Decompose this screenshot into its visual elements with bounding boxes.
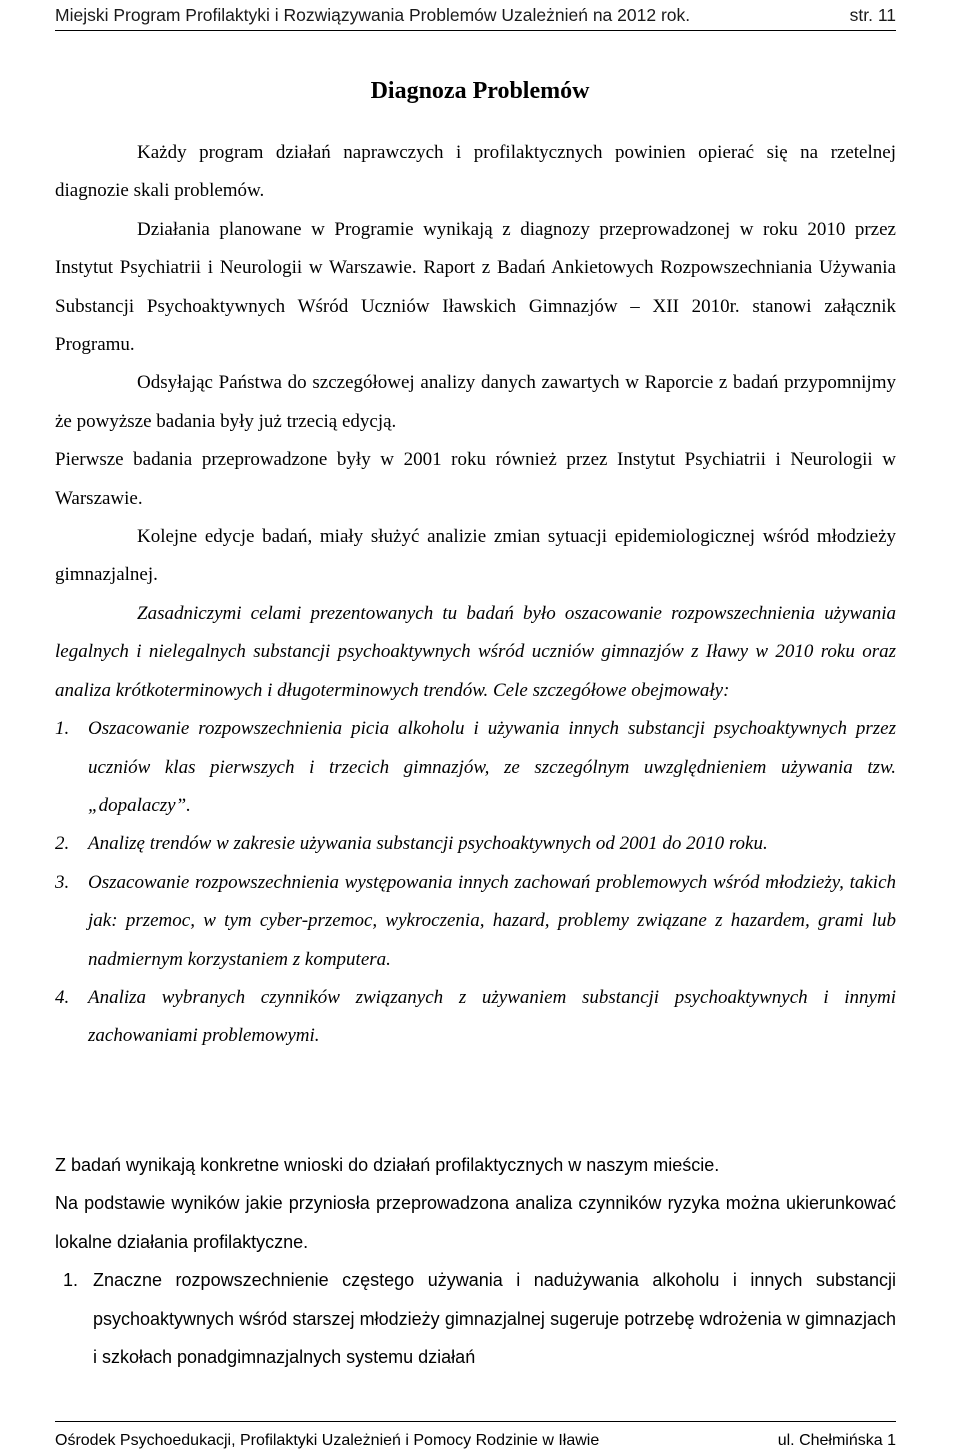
section-title: Diagnoza Problemów	[370, 78, 590, 104]
goals-list	[55, 710, 896, 1056]
page-header	[55, 2, 896, 31]
list-item: 4. Analiza wybranych czynników związanych z używaniem substancji psychoaktywnych i innymi zachowaniami problemowymi.	[55, 986, 896, 1047]
conclusions-text	[55, 1146, 896, 1376]
paragraph: Z badań wynikają konkretne wnioski do działań profilaktycznych w naszym mieście.	[55, 1155, 720, 1175]
list-item: 1. Znaczne rozpowszechnienie częstego używania i nadużywania alkoholu i innych substancji psychoaktywnych wśród starszej młodzieży gimnazjalnej sugeruje potrzebę wdrożenia w gimnazjach i szkołach ponadgimnazjalnych systemu działań	[63, 1270, 896, 1368]
list-item: 2. Analizę trendów w zakresie używania substancji psychoaktywnych od 2001 do 2010 roku.	[55, 833, 768, 855]
paragraph: Każdy program działań naprawczych i profilaktycznych powinien opierać się na rzetelnej diagnozie skali problemów.	[55, 142, 896, 202]
paragraph: Działania planowane w Programie wynikają z diagnozy przeprowadzonej w roku 2010 przez Instytut Psychiatrii i Neurologii w Warszawie. Raport z Badań Ankietowych Rozpowszechniania Używania Substancji Psychoaktywnych Wśród Uczniów Iławskich Gimnazjów – XII 2010r. stanowi załącznik Programu.	[55, 218, 896, 356]
footer-organization: Ośrodek Psychoedukacji, Profilaktyki Uzależnień i Pomocy Rodzinie w Iławie	[55, 1432, 600, 1449]
paragraph: Odsyłając Państwa do szczegółowej analizy danych zawartych w Raporcie z badań przypomnijmy że powyższe badania były już trzecią edycją.	[55, 372, 896, 432]
main-text	[55, 134, 896, 1056]
list-item: 3. Oszacowanie rozpowszechnienia występowania innych zachowań problemowych wśród młodzieży, takich jak: przemoc, w tym cyber-przemoc, wykroczenia, hazard, problemy związane z hazardem, grami lub nadmiernym korzystaniem z komputera.	[55, 871, 896, 970]
list-item: 1. Oszacowanie rozpowszechnienia picia alkoholu i używania innych substancji psychoaktywnych przez uczniów klas pierwszych i trzecich gimnazjów, ze szczególnym uwzględnieniem używania tzw. „dopalaczy”.	[55, 718, 896, 816]
paragraph: Kolejne edycje badań, miały służyć analizie zmian sytuacji epidemiologicznej wśród młodzieży gimnazjalnej.	[55, 526, 896, 586]
paragraph: Pierwsze badania przeprowadzone były w 2001 roku również przez Instytut Psychiatrii i Neurologii w Warszawie.	[55, 449, 896, 509]
header-program-title: Miejski Program Profilaktyki i Rozwiązywania Problemów Uzależnień na 2012 rok.	[55, 5, 691, 25]
header-page-number: str. 11	[849, 5, 896, 25]
footer-address: ul. Chełmińska 1	[777, 1432, 896, 1449]
paragraph-goals-intro: Zasadniczymi celami prezentowanych tu badań było oszacowanie rozpowszechnienia używania legalnych i nielegalnych substancji psychoaktywnych wśród uczniów gimnazjów z Iławy w 2010 roku oraz analiza krótkoterminowych i długoterminowych trendów. Cele szczegółowe obejmowały:	[55, 602, 896, 701]
page-footer	[55, 1421, 896, 1449]
paragraph: Na podstawie wyników jakie przyniosła przeprowadzona analiza czynników ryzyka można ukierunkować lokalne działania profilaktyczne.	[55, 1193, 896, 1252]
recommendations-list	[63, 1261, 896, 1376]
